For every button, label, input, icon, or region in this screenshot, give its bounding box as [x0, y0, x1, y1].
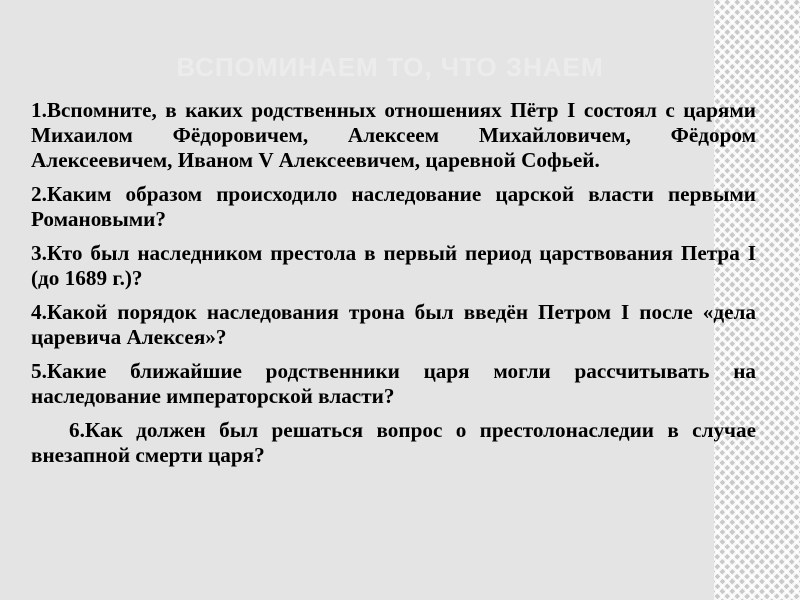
question-6: 6.Как должен был решаться вопрос о престолонаследии в случае внезапной смерти царя? — [31, 418, 756, 467]
question-5: 5.Какие ближайшие родственники царя могли рассчитывать на наследование императорской власти? — [31, 359, 756, 408]
question-3: 3.Кто был наследником престола в первый период царствования Петра I (до 1689 г.)? — [31, 241, 756, 290]
question-4: 4.Какой порядок наследования трона был введён Петром I после «дела царевича Алексея»? — [31, 300, 756, 349]
question-list — [31, 98, 756, 477]
question-1: 1.Вспомните, в каких родственных отношениях Пётр I состоял с царями Михаилом Фёдоровичем, Алексеем Михайловичем, Фёдором Алексеевичем, Иваном V Алексеевичем, царевной Софьей. — [31, 98, 756, 172]
slide-title: ВСПОМИНАЕМ ТО, ЧТО ЗНАЕМ — [176, 52, 604, 82]
question-2: 2.Каким образом происходило наследование царской власти первыми Романовыми? — [31, 182, 756, 231]
